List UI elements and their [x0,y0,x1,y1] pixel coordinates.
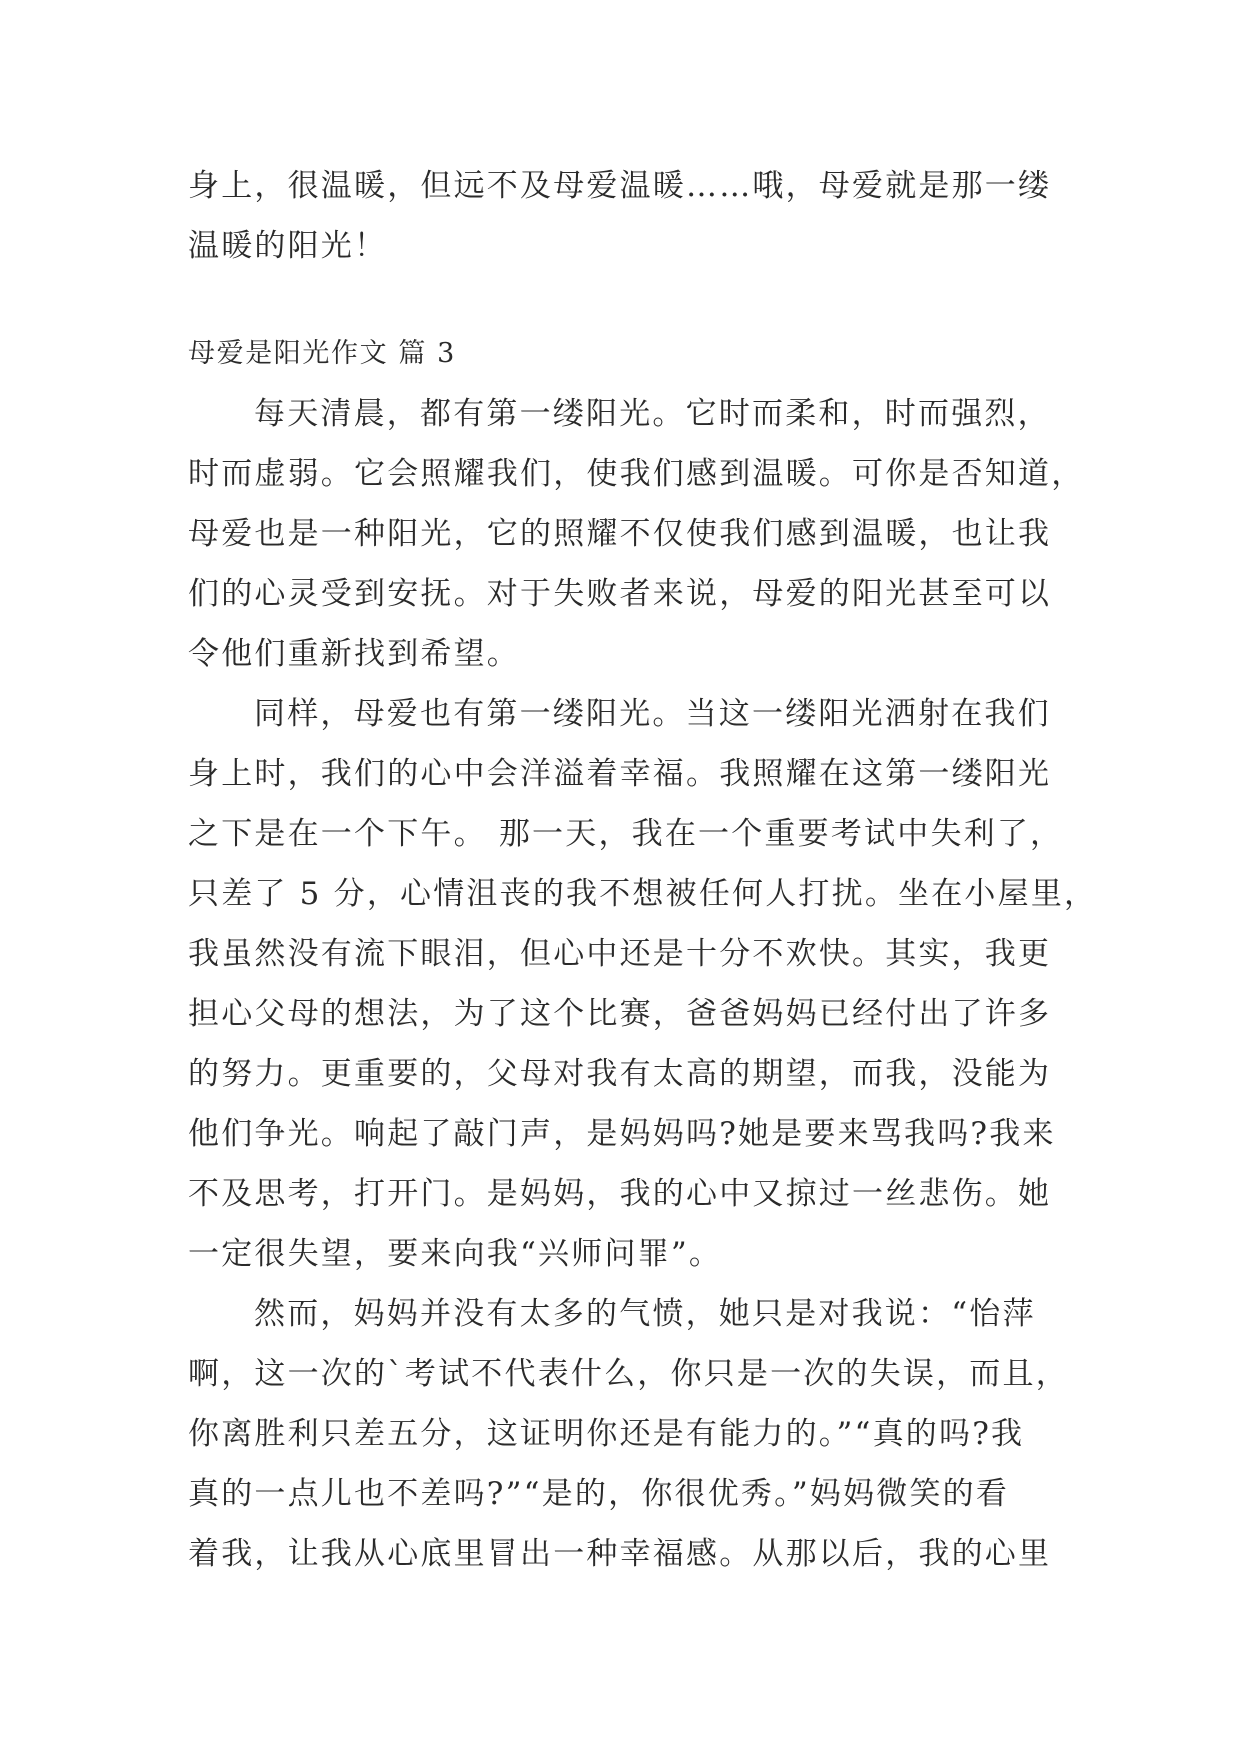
paragraph-gap [188,276,1068,324]
text-line: 们的心灵受到安抚。对于失败者来说，母爱的阳光甚至可以 [188,576,1052,612]
text-line: 同样，母爱也有第一缕阳光。当这一缕阳光洒射在我们 [254,696,1051,732]
text-line: 真的一点儿也不差吗?”“是的，你很优秀。”妈妈微笑的看 [188,1476,1010,1512]
text-line: 你离胜利只差五分，这证明你还是有能力的。”“真的吗?我 [188,1416,1025,1452]
paragraph-2 [188,684,1098,1284]
text-line: 温暖的阳光！ [188,228,388,264]
text-line: 只差了 5 分，心情沮丧的我不想被任何人打扰。坐在小屋里， [188,876,1098,912]
text-line: 啊，这一次的`考试不代表什么，你只是一次的失误，而且， [188,1356,1069,1392]
text-line: 身上，很温暖，但远不及母爱温暖……哦，母爱就是那一缕 [188,168,1052,204]
text-line: 着我，让我从心底里冒出一种幸福感。从那以后，我的心里 [188,1536,1052,1572]
intro-paragraph [188,156,1068,276]
text-line: 之下是在一个下午。 那一天，我在一个重要考试中失利了， [188,816,1064,852]
text-line: 令他们重新找到希望。 [188,636,520,672]
text-line: 一定很失望，要来向我“兴师问罪”。 [188,1236,723,1272]
text-line: 我虽然没有流下眼泪，但心中还是十分不欢快。其实，我更 [188,936,1052,972]
text-line: 他们争光。响起了敲门声，是妈妈吗?她是要来骂我吗?我来 [188,1116,1056,1152]
paragraph-1 [188,384,1085,684]
text-line: 担心父母的想法，为了这个比赛，爸爸妈妈已经付出了许多 [188,996,1052,1032]
text-line: 每天清晨，都有第一缕阳光。它时而柔和，时而强烈， [254,396,1051,432]
paragraph-3 [188,1284,1068,1584]
text-line: 母爱也是一种阳光，它的照耀不仅使我们感到温暖，也让我 [188,516,1052,552]
text-line: 然而，妈妈并没有太多的气愤，她只是对我说：“怡萍 [254,1296,1036,1332]
text-line: 的努力。更重要的，父母对我有太高的期望，而我，没能为 [188,1056,1052,1092]
document-body [188,156,1098,1584]
text-line: 身上时，我们的心中会洋溢着幸福。我照耀在这第一缕阳光 [188,756,1052,792]
text-line: 不及思考，打开门。是妈妈，我的心中又掠过一丝悲伤。她 [188,1176,1052,1212]
section-title: 母爱是阳光作文 篇 3 [188,338,456,369]
text-line: 时而虚弱。它会照耀我们，使我们感到温暖。可你是否知道， [188,456,1085,492]
